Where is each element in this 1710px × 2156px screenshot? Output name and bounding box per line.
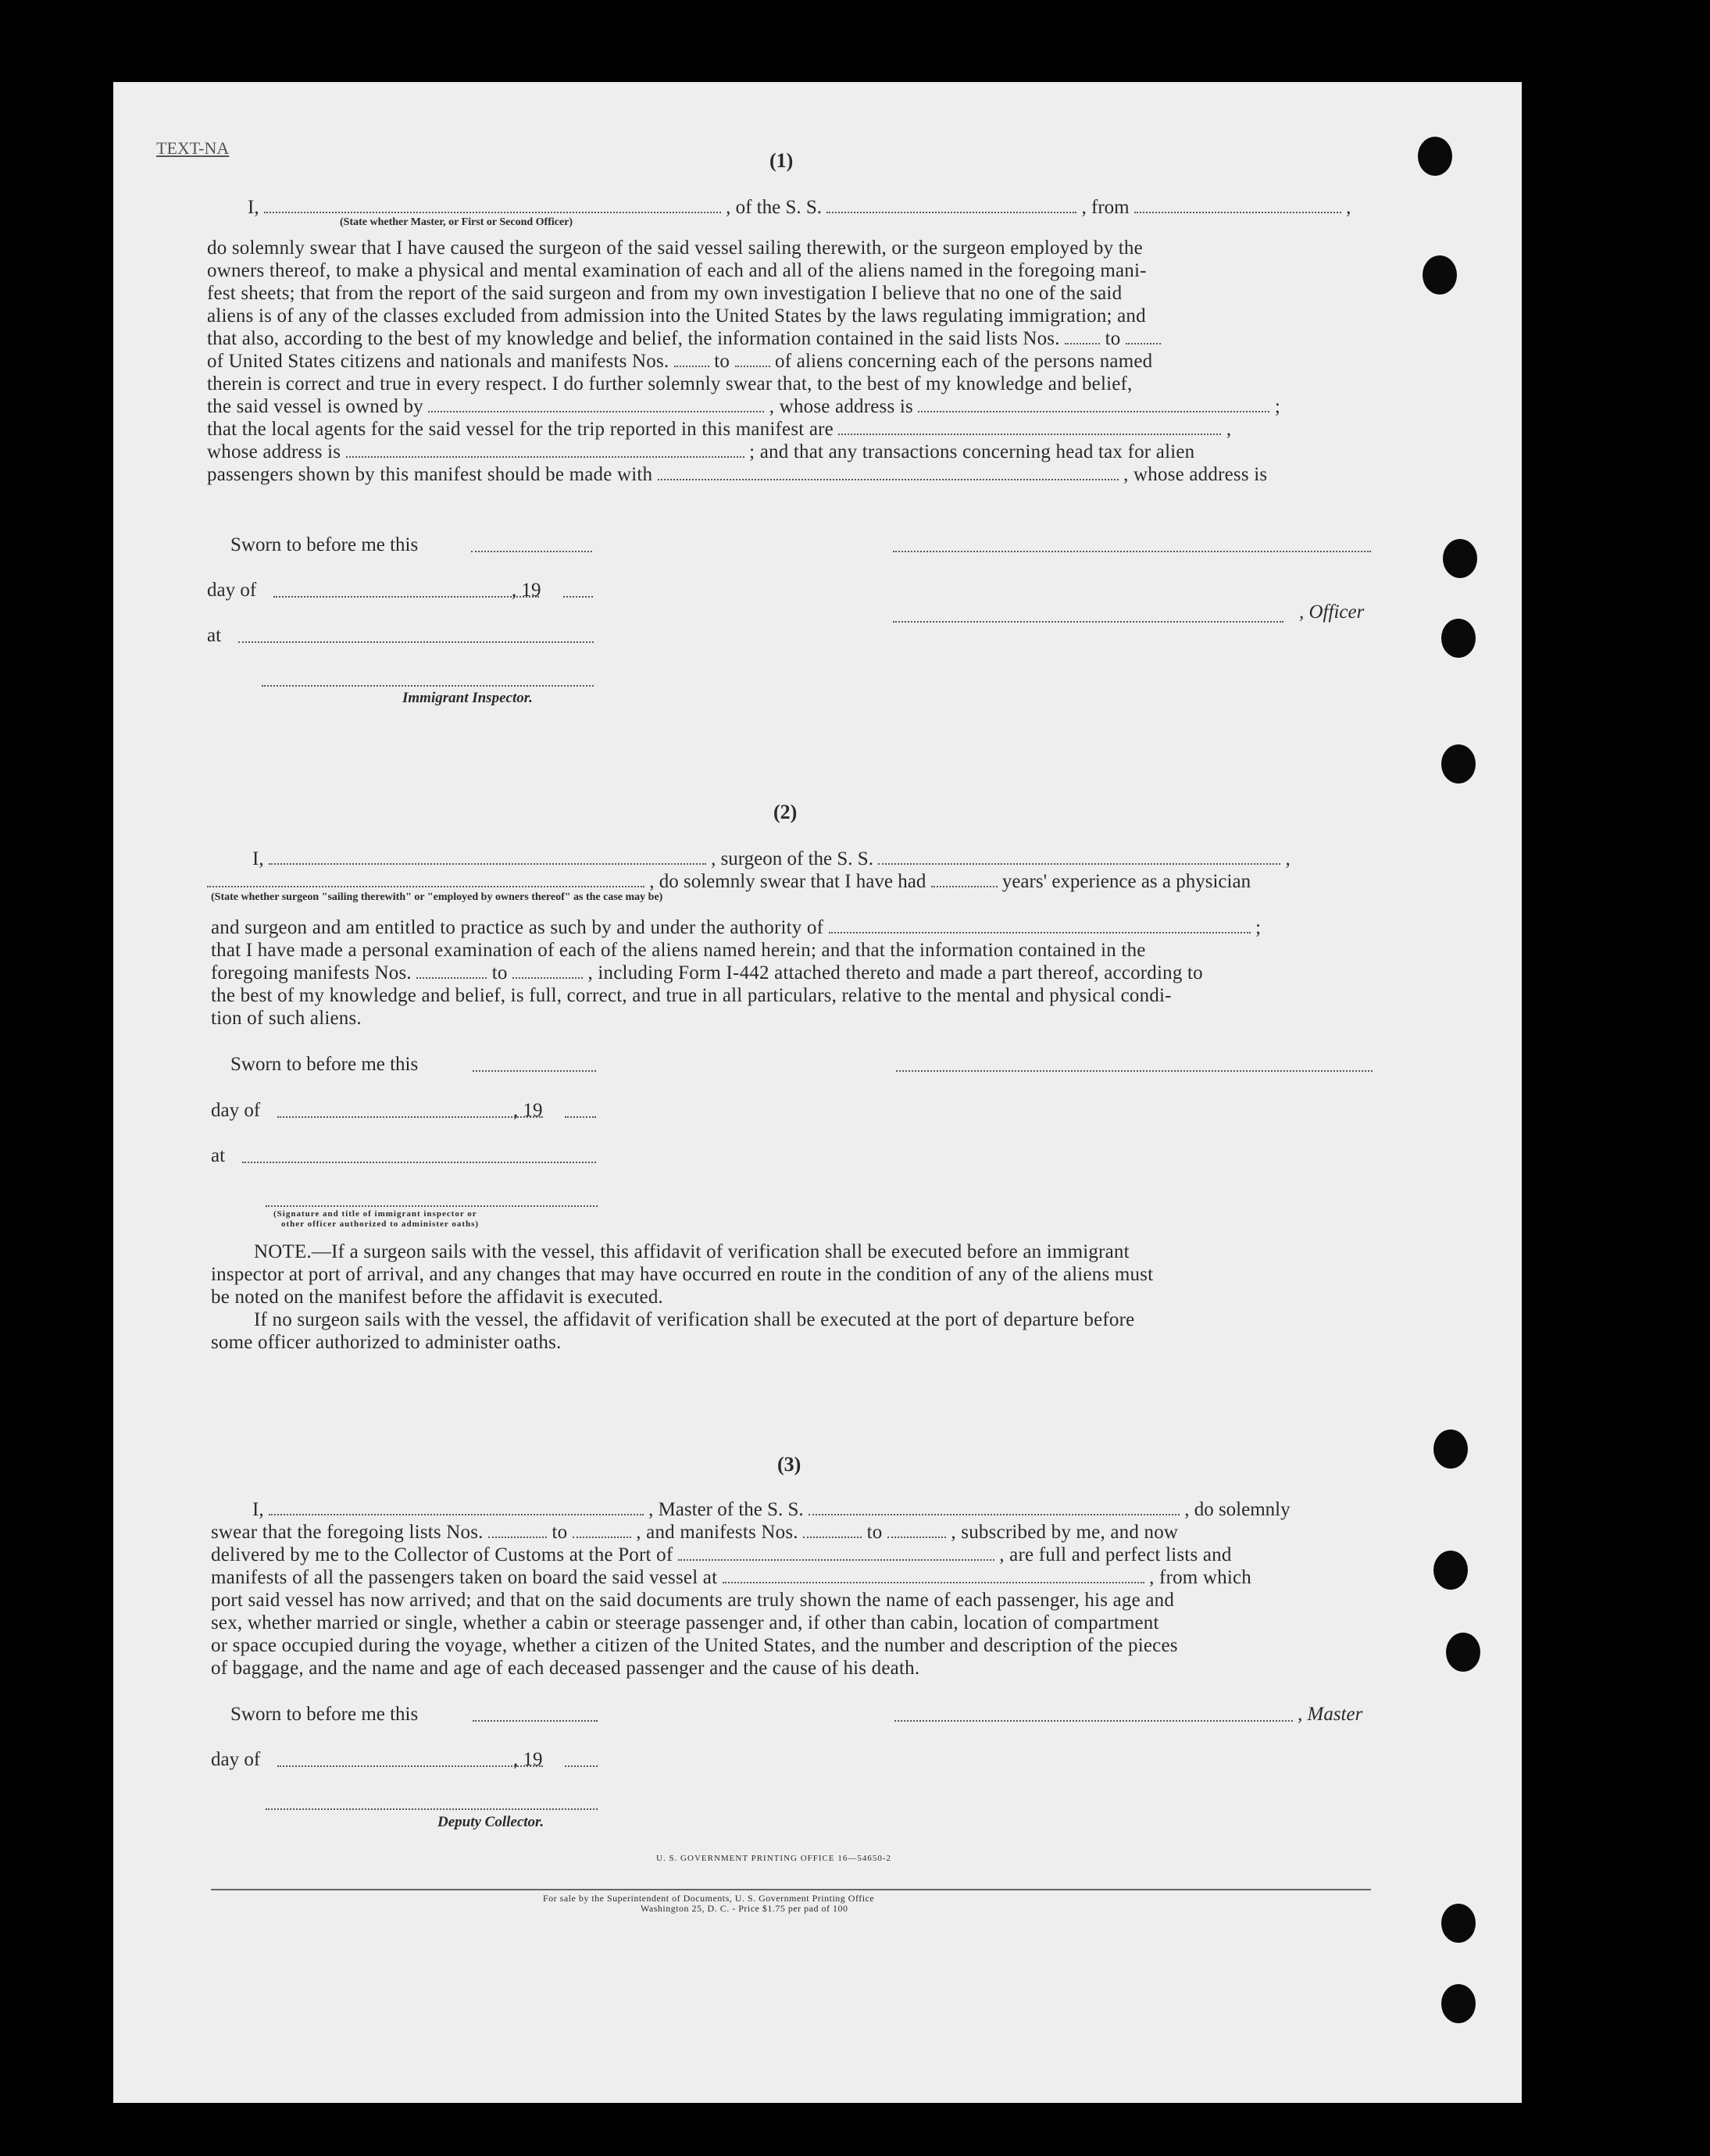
agents-address-field[interactable] — [346, 441, 744, 458]
i-label: I, — [252, 848, 264, 869]
surgeon-name-field[interactable] — [269, 848, 706, 865]
inspector-signature-field[interactable] — [262, 685, 594, 687]
oath-line: port said vessel has now arrived; and that on the said documents are truly shown the name of each passenger, his age and — [211, 1590, 1175, 1611]
port-of-departure-field[interactable] — [723, 1566, 1144, 1583]
sworn-day-field[interactable] — [473, 1720, 598, 1722]
day-of-field[interactable] — [277, 1765, 543, 1767]
oath-line: of United States citizens and nationals and manifests Nos. — [207, 351, 669, 372]
at-label: at — [207, 625, 222, 646]
of-ss-label: , of the S. S. — [726, 197, 823, 218]
port-of-arrival-field[interactable] — [678, 1544, 994, 1561]
from-port-field[interactable] — [1134, 196, 1341, 213]
day-of-field[interactable] — [273, 596, 539, 598]
lists-from-field[interactable] — [1065, 327, 1100, 344]
gpo-imprint: U. S. GOVERNMENT PRINTING OFFICE 16—54650-2 — [656, 1854, 892, 1863]
comma: , — [1285, 848, 1291, 869]
master-signature-field[interactable] — [894, 1720, 1293, 1722]
oath-fragment: manifests of all the passengers taken on board the said vessel at — [211, 1567, 718, 1588]
lists-to-field[interactable] — [573, 1521, 631, 1538]
oath-line: foregoing manifests Nos. — [211, 962, 412, 983]
sale-note: Washington 25, D. C. - Price $1.75 per pad of 100 — [641, 1903, 848, 1914]
surgeon-ship-field[interactable] — [878, 848, 1280, 865]
manifests-to-field[interactable] — [735, 350, 770, 367]
punch-hole — [1423, 255, 1457, 294]
lists-from-field[interactable] — [488, 1521, 547, 1538]
oath-fragment: , are full and perfect lists and — [999, 1544, 1232, 1565]
inspector-label: Immigrant Inspector. — [402, 690, 533, 706]
note-line: some officer authorized to administer oaths. — [211, 1332, 562, 1353]
surgeon-status-field[interactable] — [207, 870, 644, 887]
sworn-label: Sworn to before me this — [230, 1704, 419, 1725]
agents-field[interactable] — [838, 418, 1221, 435]
day-of-field[interactable] — [277, 1116, 543, 1118]
oath-line: that also, according to the best of my knowledge and belief, the information contained in the said lists Nos. — [207, 328, 1060, 349]
oath-line: and surgeon and am entitled to practice as such by and under the authority of — [211, 917, 824, 938]
authority-field[interactable] — [829, 916, 1251, 933]
oath-fragment: ; and that any transactions concerning head tax for alien — [749, 441, 1195, 462]
oath-fragment: of aliens concerning each of the persons named — [775, 351, 1153, 372]
years-experience-field[interactable] — [931, 870, 998, 887]
sworn-day-field[interactable] — [471, 551, 592, 552]
punch-hole — [1446, 1633, 1480, 1672]
punch-hole — [1441, 1984, 1476, 2023]
owner-field[interactable] — [428, 395, 764, 412]
punch-hole — [1441, 744, 1476, 784]
officer-name-line[interactable] — [893, 621, 1283, 623]
officer-signature-field[interactable] — [893, 551, 1371, 552]
oath-line: the said vessel is owned by — [207, 396, 423, 417]
oath-line: therein is correct and true in every respect. I do further solemnly swear that, to the best of my knowledge and belief, — [207, 373, 1133, 394]
at-field[interactable] — [238, 641, 594, 643]
oath-fragment: years' experience as a physician — [1001, 871, 1251, 892]
master-label: , Master — [1298, 1704, 1363, 1725]
oath-line: aliens is of any of the classes excluded from admission into the United States by the laws regulating immigration; and — [207, 305, 1146, 327]
day-of-label: day of — [211, 1749, 261, 1770]
oath-fragment: delivered by me to the Collector of Customs at the Port of — [211, 1544, 673, 1565]
oath-line: owners thereof, to make a physical and mental examination of each and all of the aliens named in the foregoing mani- — [207, 260, 1147, 281]
manifests-to-field[interactable] — [887, 1521, 946, 1538]
day-of-label: day of — [211, 1100, 261, 1121]
master-name-field[interactable] — [269, 1498, 644, 1515]
sworn-day-field[interactable] — [473, 1070, 596, 1072]
oath-fragment: , do solemnly — [1184, 1499, 1291, 1520]
oath-fragment: , whose address is — [1123, 464, 1268, 485]
year-field[interactable] — [565, 1765, 598, 1767]
surgeon-signature-field[interactable] — [896, 1070, 1373, 1072]
oath-line: do solemnly swear that I have caused the surgeon of the said vessel sailing therewith, or the surgeon employed by the — [207, 237, 1143, 259]
section-number-3: (3) — [777, 1453, 801, 1476]
header-stamp: TEXT-NA — [156, 138, 230, 158]
year-label: , 19 — [513, 1100, 543, 1121]
oath-line: fest sheets; that from the report of the said surgeon and from my own investigation I believe that no one of the said — [207, 283, 1123, 304]
note-line: NOTE.—If a surgeon sails with the vessel, this affidavit of verification shall be executed before an immigrant — [254, 1241, 1130, 1262]
note-line: If no surgeon sails with the vessel, the affidavit of verification shall be executed at the port of departure before — [254, 1309, 1135, 1330]
semicolon: ; — [1274, 396, 1280, 417]
ship-name-field[interactable] — [826, 196, 1076, 213]
oath-line: of baggage, and the name and age of each deceased passenger and the cause of his death. — [211, 1658, 920, 1679]
punch-hole — [1441, 619, 1476, 658]
punch-hole — [1433, 1430, 1468, 1469]
oath-line: passengers shown by this manifest should be made with — [207, 464, 653, 485]
manifests-from-field[interactable] — [416, 962, 487, 979]
officer-name-field[interactable] — [264, 196, 721, 213]
collector-label: Deputy Collector. — [437, 1814, 544, 1830]
to-label: to — [714, 351, 730, 372]
sale-note: For sale by the Superintendent of Documents, U. S. Government Printing Office — [543, 1893, 875, 1904]
section-number-2: (2) — [773, 801, 798, 823]
manifests-from-field[interactable] — [803, 1521, 862, 1538]
collector-signature-field[interactable] — [266, 1808, 598, 1810]
punch-hole — [1441, 1904, 1476, 1943]
year-label: , 19 — [512, 580, 541, 601]
oath-fragment: , whose address is — [769, 396, 913, 417]
day-of-label: day of — [207, 580, 257, 601]
punch-hole — [1418, 137, 1452, 176]
lists-to-field[interactable] — [1126, 327, 1161, 344]
oath-fragment: , from which — [1149, 1567, 1251, 1588]
signature-sub-label: (Signature and title of immigrant inspector or — [273, 1209, 477, 1219]
oath-line: that the local agents for the said vessel for the trip reported in this manifest are — [207, 419, 834, 440]
head-tax-agent-field[interactable] — [658, 463, 1119, 480]
oath-line: sex, whether married or single, whether a cabin or steerage passenger and, if other than cabin, location of compartment — [211, 1612, 1159, 1633]
oath-line: tion of such aliens. — [211, 1008, 362, 1029]
oath-line: or space occupied during the voyage, whether a citizen of the United States, and the number and description of the pieces — [211, 1635, 1178, 1656]
to-label: to — [552, 1522, 568, 1543]
footer-rule — [211, 1889, 1371, 1890]
punch-hole — [1433, 1551, 1468, 1590]
form-page — [113, 82, 1522, 2103]
authorizing-officer-signature-field[interactable] — [266, 1205, 598, 1207]
i-label: I, — [248, 197, 259, 218]
manifests-from-field[interactable] — [674, 350, 709, 367]
surgeon-of-label: , surgeon of the S. S. — [711, 848, 873, 869]
year-label: , 19 — [513, 1749, 543, 1770]
oath-fragment: swear that the foregoing lists Nos. — [211, 1522, 484, 1543]
officer-label: , Officer — [1299, 601, 1365, 623]
manifests-to-field[interactable] — [512, 962, 583, 979]
oath-fragment: , subscribed by me, and now — [951, 1522, 1179, 1543]
officer-sub-label: (State whether Master, or First or Second Officer) — [340, 216, 573, 228]
year-field[interactable] — [563, 596, 593, 598]
section-number-1: (1) — [769, 149, 794, 172]
punch-hole — [1443, 539, 1477, 578]
sworn-label: Sworn to before me this — [230, 534, 419, 555]
to-label: to — [1105, 328, 1121, 349]
master-ship-field[interactable] — [809, 1498, 1180, 1515]
sworn-label: Sworn to before me this — [230, 1054, 419, 1075]
comma: , — [1226, 419, 1232, 440]
surgeon-sub-label: (State whether surgeon "sailing therewith" or "employed by owners thereof" as the case may be) — [211, 891, 663, 903]
comma: , — [1346, 197, 1351, 218]
oath-fragment: , do solemnly swear that I have had — [649, 871, 926, 892]
from-label: , from — [1081, 197, 1130, 218]
oath-fragment: , and manifests Nos. — [636, 1522, 798, 1543]
year-field[interactable] — [565, 1116, 596, 1118]
oath-line: that I have made a personal examination of each of the aliens named herein; and that the information contained in the — [211, 940, 1146, 961]
at-label: at — [211, 1145, 226, 1166]
oath-fragment: , including Form I-442 attached thereto and made a part thereof, according to — [587, 962, 1203, 983]
oath-line: whose address is — [207, 441, 341, 462]
semicolon: ; — [1255, 917, 1262, 938]
owner-address-field[interactable] — [918, 395, 1269, 412]
master-of-label: , Master of the S. S. — [648, 1499, 804, 1520]
signature-sub-label: other officer authorized to administer oaths) — [281, 1219, 480, 1229]
i-label: I, — [252, 1499, 264, 1520]
to-label: to — [491, 962, 508, 983]
note-line: be noted on the manifest before the affidavit is executed. — [211, 1287, 663, 1308]
oath-line: the best of my knowledge and belief, is full, correct, and true in all particulars, relative to the mental and physical condi- — [211, 985, 1172, 1006]
to-label: to — [866, 1522, 883, 1543]
at-field[interactable] — [242, 1162, 596, 1163]
note-line: inspector at port of arrival, and any changes that may have occurred en route in the condition of any of the aliens must — [211, 1264, 1154, 1285]
